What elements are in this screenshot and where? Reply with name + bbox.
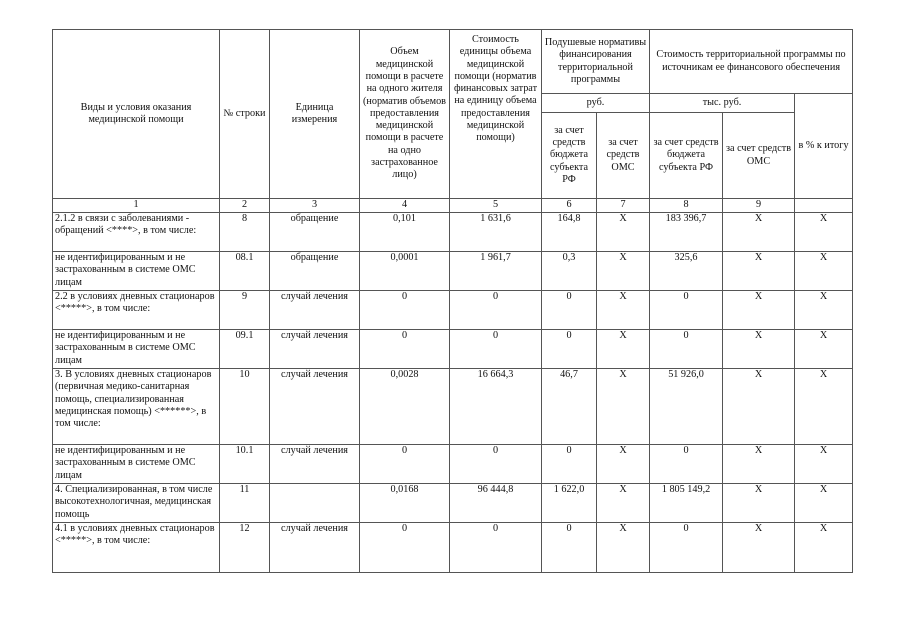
row-pct: X	[795, 213, 853, 252]
row-tc-budget: 0	[650, 523, 723, 573]
header-per-capita: Подушевые нормативы финансирования территориальной программы	[542, 30, 650, 94]
row-volume: 0	[360, 523, 450, 573]
row-unit: случай лечения	[270, 523, 360, 573]
row-tc-oms: X	[723, 291, 795, 330]
col-number-8: 8	[650, 199, 723, 213]
row-pc-oms: X	[597, 213, 650, 252]
table-row	[53, 252, 853, 291]
header-budget-rf: за счет средств бюджета субъекта РФ	[542, 113, 597, 199]
table-row	[53, 213, 853, 252]
row-unit: обращение	[270, 213, 360, 252]
row-pc-budget: 0	[542, 330, 597, 369]
col-number-3: 3	[270, 199, 360, 213]
header-row-1	[53, 30, 853, 94]
row-tc-oms: X	[723, 252, 795, 291]
row-name: 2.2 в условиях дневных стационаров <*****>, в том числе:	[53, 291, 220, 330]
row-tc-budget: 51 926,0	[650, 369, 723, 445]
table-row	[53, 330, 853, 369]
row-cost: 0	[450, 445, 542, 484]
row-name: не идентифицированным и не застрахованным в системе ОМС лицам	[53, 252, 220, 291]
row-pct: X	[795, 252, 853, 291]
row-pc-oms: X	[597, 523, 650, 573]
row-name: 2.1.2 в связи с заболеваниями - обращений <****>, в том числе:	[53, 213, 220, 252]
col-number-5: 5	[450, 199, 542, 213]
row-pc-oms: X	[597, 445, 650, 484]
column-number-row	[53, 199, 853, 213]
table-row	[53, 445, 853, 484]
row-pct: X	[795, 291, 853, 330]
row-volume: 0	[360, 330, 450, 369]
row-name: 3. В условиях дневных стационаров (первичная медико-санитарная помощь, специализированная медицинская помощь) <******>, в том числе:	[53, 369, 220, 445]
row-number: 9	[220, 291, 270, 330]
row-number: 10	[220, 369, 270, 445]
col-number-1: 1	[53, 199, 220, 213]
table-row	[53, 523, 853, 573]
row-volume: 0	[360, 291, 450, 330]
row-unit: случай лечения	[270, 445, 360, 484]
row-unit: обращение	[270, 252, 360, 291]
row-pc-budget: 0,3	[542, 252, 597, 291]
row-tc-budget: 1 805 149,2	[650, 484, 723, 523]
row-tc-budget: 0	[650, 291, 723, 330]
row-pc-oms: X	[597, 252, 650, 291]
header-oms: за счет средств ОМС	[723, 113, 795, 199]
row-pc-oms: X	[597, 291, 650, 330]
row-number: 10.1	[220, 445, 270, 484]
row-volume: 0	[360, 445, 450, 484]
row-unit: случай лечения	[270, 330, 360, 369]
row-number: 08.1	[220, 252, 270, 291]
row-unit	[270, 484, 360, 523]
row-cost: 0	[450, 330, 542, 369]
table-row	[53, 484, 853, 523]
row-tc-budget: 183 396,7	[650, 213, 723, 252]
header-unit: Единица измерения	[270, 30, 360, 199]
header-percent: в % к итогу	[795, 94, 853, 199]
table-row	[53, 291, 853, 330]
row-tc-oms: X	[723, 445, 795, 484]
row-pc-budget: 0	[542, 291, 597, 330]
header-cost: Стоимость единицы объема медицинской помощи (норматив финансовых затрат на единицу объема предоставления медицинской помощи)	[450, 30, 542, 199]
row-name: не идентифицированным и не застрахованным в системе ОМС лицам	[53, 445, 220, 484]
row-name: 4.1 в условиях дневных стационаров <*****>, в том числе:	[53, 523, 220, 573]
col-number-4: 4	[360, 199, 450, 213]
row-cost: 0	[450, 523, 542, 573]
row-name: 4. Специализированная, в том числе высокотехнологичная, медицинская помощь	[53, 484, 220, 523]
row-volume: 0,101	[360, 213, 450, 252]
row-tc-oms: X	[723, 484, 795, 523]
row-pc-budget: 0	[542, 445, 597, 484]
row-pct: X	[795, 369, 853, 445]
row-number: 09.1	[220, 330, 270, 369]
col-number-6: 6	[542, 199, 597, 213]
header-kinds: Виды и условия оказания медицинской помощи	[53, 30, 220, 199]
row-tc-budget: 325,6	[650, 252, 723, 291]
row-pct: X	[795, 445, 853, 484]
row-pc-budget: 1 622,0	[542, 484, 597, 523]
row-name: не идентифицированным и не застрахованным в системе ОМС лицам	[53, 330, 220, 369]
header-rub: руб.	[542, 94, 650, 113]
row-cost: 96 444,8	[450, 484, 542, 523]
row-number: 11	[220, 484, 270, 523]
row-unit: случай лечения	[270, 369, 360, 445]
col-number-9: 9	[723, 199, 795, 213]
row-pc-budget: 164,8	[542, 213, 597, 252]
row-pc-oms: X	[597, 330, 650, 369]
col-number-7: 7	[597, 199, 650, 213]
row-unit: случай лечения	[270, 291, 360, 330]
row-tc-oms: X	[723, 330, 795, 369]
row-pc-oms: X	[597, 369, 650, 445]
row-cost: 16 664,3	[450, 369, 542, 445]
row-pc-oms: X	[597, 484, 650, 523]
row-pc-budget: 0	[542, 523, 597, 573]
header-volume: Объем медицинской помощи в расчете на одного жителя (норматив объемов предоставления медицинской помощи в расчете на одно застрахованное лицо)	[360, 30, 450, 199]
row-number: 8	[220, 213, 270, 252]
header-budget-rf: за счет средств бюджета субъекта РФ	[650, 113, 723, 199]
row-tc-budget: 0	[650, 445, 723, 484]
row-tc-oms: X	[723, 523, 795, 573]
row-pc-budget: 46,7	[542, 369, 597, 445]
row-volume: 0,0028	[360, 369, 450, 445]
header-oms: за счет средств ОМС	[597, 113, 650, 199]
header-territorial-cost: Стоимость территориальной программы по источникам ее финансового обеспечения	[650, 30, 853, 94]
row-tc-oms: X	[723, 213, 795, 252]
row-pct: X	[795, 484, 853, 523]
row-pct: X	[795, 330, 853, 369]
row-volume: 0,0168	[360, 484, 450, 523]
row-number: 12	[220, 523, 270, 573]
row-cost: 1 631,6	[450, 213, 542, 252]
col-number-2: 2	[220, 199, 270, 213]
row-volume: 0,0001	[360, 252, 450, 291]
row-cost: 1 961,7	[450, 252, 542, 291]
row-tc-oms: X	[723, 369, 795, 445]
table-row	[53, 369, 853, 445]
header-thousand-rub: тыс. руб.	[650, 94, 795, 113]
territorial-program-table	[52, 29, 853, 573]
row-pct: X	[795, 523, 853, 573]
col-number-empty	[795, 199, 853, 213]
row-cost: 0	[450, 291, 542, 330]
row-tc-budget: 0	[650, 330, 723, 369]
header-row-no: № строки	[220, 30, 270, 199]
